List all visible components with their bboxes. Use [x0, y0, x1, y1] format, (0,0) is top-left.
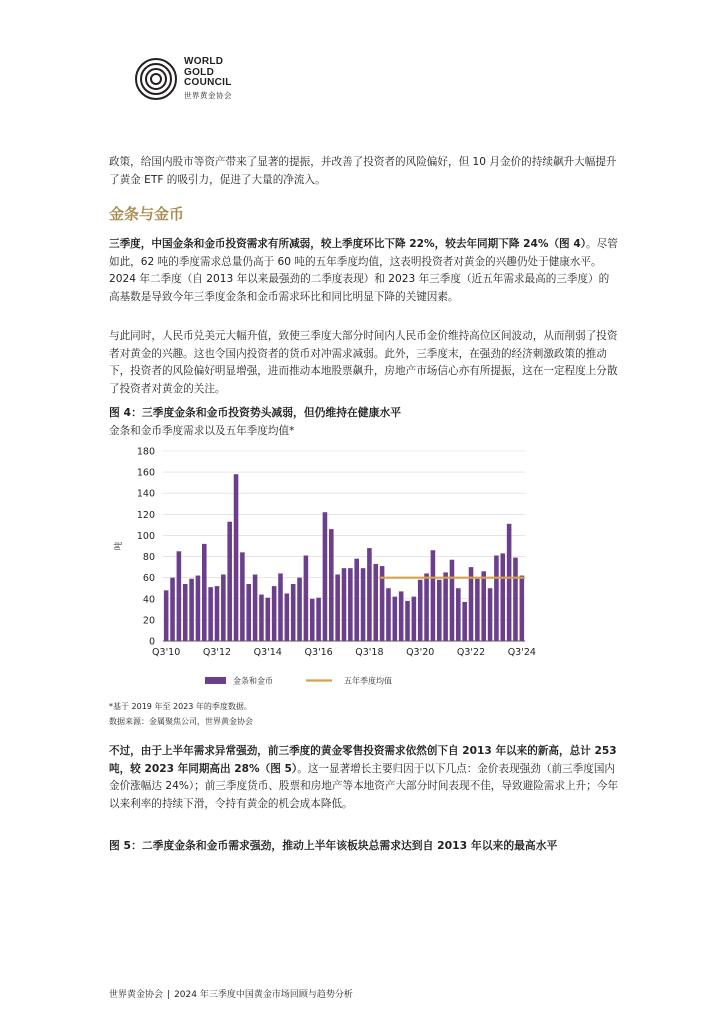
bar [361, 568, 366, 641]
x-tick-label: Q3'24 [507, 647, 536, 658]
bar [462, 602, 467, 641]
x-tick-label: Q3'18 [355, 647, 384, 658]
paragraph-bar-coin-decline [109, 236, 619, 306]
logo-line-2: GOLD [184, 66, 215, 78]
bar [253, 575, 258, 642]
bar [278, 573, 283, 641]
footer-separator: | [167, 990, 171, 1000]
figure-4-title: 图 4：三季度金条和金币投资势头减弱，但仍维持在健康水平 [109, 406, 401, 419]
y-tick-label: 80 [142, 552, 155, 564]
bar [424, 573, 429, 641]
bar [323, 512, 328, 641]
bar [520, 576, 525, 641]
footer-org: 世界黄金协会 [109, 990, 164, 1000]
bar [354, 559, 359, 641]
bar [316, 598, 321, 641]
bar [456, 588, 461, 641]
bar [196, 576, 201, 641]
paragraph-rmb-appreciation: 与此同时，人民币兑美元大幅升值，致使三季度大部分时间内人民币金价维持高位区间波动，从而削弱了投资者对黄金的兴趣。这也令国内投资者的货币对冲需求减弱。此外，三季度末，在强劲的经济刺激政策的推动下，投资者的风险偏好明显增强，进而推动本地股票飙升，房地产市场信心亦有所提振，这在一定程度上分散了投资者对黄金的关注。 [109, 330, 618, 395]
bar [208, 587, 213, 641]
logo-line-1: WORLD [184, 56, 224, 67]
bar [437, 580, 442, 641]
bar [494, 556, 499, 642]
y-tick-label: 100 [136, 530, 155, 542]
y-tick-label: 60 [142, 573, 155, 585]
bar [285, 594, 290, 642]
bar [259, 595, 264, 641]
bar [431, 550, 436, 641]
bar [443, 572, 448, 641]
intro-paragraph: 政策，给国内股市等资产带来了显著的提振，并改善了投资者的风险偏好，但 10 月金价的持续飙升大幅提升了黄金 ETF 的吸引力，促进了大量的净流入。 [109, 156, 617, 186]
bar [189, 579, 194, 641]
y-tick-label: 180 [136, 446, 155, 458]
x-tick-label: Q3'16 [304, 647, 333, 658]
bar [329, 529, 334, 641]
bar [297, 578, 302, 641]
bar [183, 584, 188, 641]
legend-swatch-bars [205, 677, 226, 684]
figure-5-title: 图 5：二季度金条和金币需求强劲，推动上半年该板块总需求达到自 2013 年以来的最高水平 [109, 839, 558, 852]
x-tick-label: Q3'22 [456, 647, 486, 658]
paragraph-retail-investment-record [109, 743, 619, 813]
y-tick-label: 120 [136, 509, 155, 521]
bar [335, 575, 340, 642]
paragraph-3-body: 。这一显著增长主要归因于以下几点：金价表现强劲（前三季度国内金价涨幅达 24%）；前三季度货币、股票和房地产等本地资产大部分时间表现不佳，导致避险需求上升；今年以来利率的持续下滑，令持有黄金的机会成本降低。 [109, 762, 618, 810]
bar [272, 586, 277, 641]
legend-label-average: 五年季度均值 [344, 676, 392, 686]
bar [507, 524, 512, 641]
figure-4-chart [109, 440, 549, 695]
y-tick-label: 0 [148, 636, 155, 648]
y-tick-label: 160 [136, 467, 155, 479]
y-tick-label: 20 [142, 615, 155, 627]
bar [367, 548, 372, 641]
bar [202, 544, 207, 641]
x-tick-label: Q3'14 [253, 647, 282, 658]
bar [412, 597, 417, 641]
bar [164, 590, 169, 641]
x-tick-label: Q3'12 [202, 647, 232, 658]
legend-label-bars: 金条和金币 [233, 676, 273, 686]
bar [291, 584, 296, 641]
paragraph-3-lead: 不过，由于上半年需求异常强劲，前三季度的黄金零售投资需求依然创下自 2013 年以来的新高，总计 253 吨，较 2023 年同期高出 28%（图 5） [109, 745, 617, 775]
paragraph-1-lead: 三季度，中国金条和金币投资需求有所减弱，较上季度环比下降 22%，较去年同期下降 24%（图 4） [109, 238, 587, 250]
bar [475, 579, 480, 641]
y-tick-label: 140 [136, 488, 155, 500]
bar [418, 580, 423, 641]
logo-chinese: 世界黄金协会 [184, 90, 232, 100]
figure-4-subtitle: 金条和金币季度需求以及五年季度均值* [109, 425, 295, 437]
bar [450, 560, 455, 641]
bar [221, 575, 226, 642]
bar [240, 552, 245, 641]
bar [405, 601, 410, 641]
page-footer [109, 987, 353, 1000]
bar [481, 571, 486, 641]
bar [373, 564, 378, 641]
footer-report-title: 2024 年三季度中国黄金市场回顾与趋势分析 [174, 990, 353, 1000]
bar [177, 551, 182, 641]
bar [266, 598, 271, 641]
bar [227, 522, 232, 641]
x-tick-label: Q3'20 [406, 647, 435, 658]
bar [513, 558, 518, 641]
bar [246, 584, 251, 641]
section-title: 金条与金币 [109, 205, 185, 223]
bar [348, 568, 353, 641]
bar [304, 556, 309, 642]
bar [399, 591, 404, 641]
bar [342, 568, 347, 641]
bar [488, 588, 493, 641]
bar [310, 599, 315, 641]
logo-wordmark [184, 57, 232, 101]
bar [215, 586, 220, 641]
logo-line-3: COUNCIL [184, 77, 232, 88]
y-axis-label: 吨 [114, 541, 124, 551]
bar [393, 597, 398, 641]
figure-4-footnote: *基于 2019 年至 2023 年的季度数据。 [109, 702, 252, 711]
x-tick-label: Q3'10 [152, 647, 181, 658]
logo-rings-icon [134, 57, 178, 101]
world-gold-council-logo [134, 57, 232, 101]
figure-4-source: 数据来源：金属聚焦公司，世界黄金协会 [109, 717, 253, 726]
bar [170, 578, 175, 641]
bar [234, 474, 239, 641]
bar [500, 553, 505, 641]
paragraph-1-body: 。尽管如此，62 吨的季度需求总量仍高于 60 吨的五年季度均值，这表明投资者对黄金的兴趣仍处于健康水平。2024 年二季度（自 2013 年以来最强劲的二季度表现）和 2023 年三季度（近五年需求最高的三季度）的高基数是导致今年三季度金条和金币需求环比和同比明显下降的关键因素。 [109, 238, 618, 303]
y-tick-label: 40 [142, 594, 155, 606]
bar [386, 588, 391, 641]
